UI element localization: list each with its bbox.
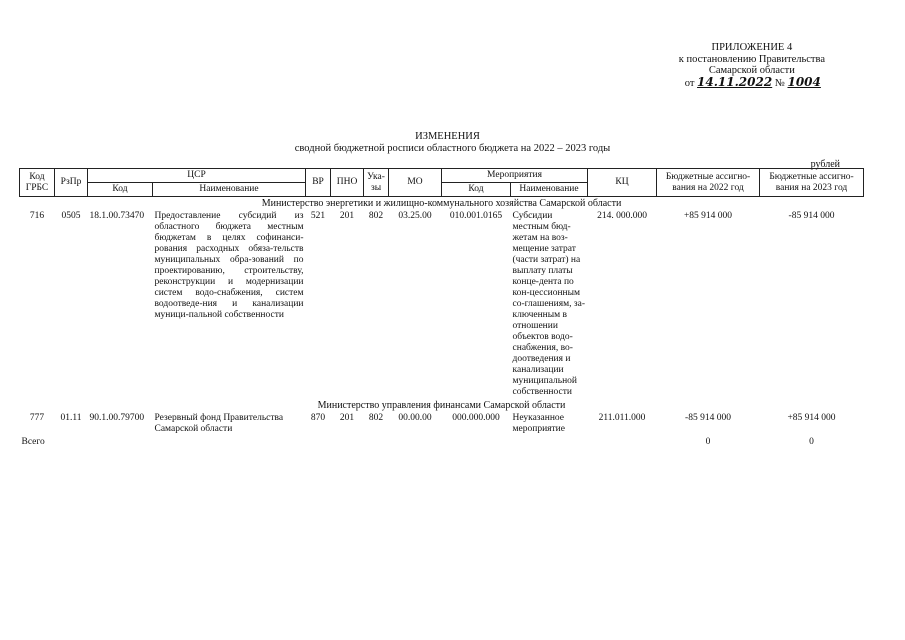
annex-line-1: к постановлению Правительства — [678, 53, 825, 65]
cell-rzpr: 0505 — [61, 211, 81, 221]
table-header — [20, 169, 864, 197]
header-measures: Мероприятия — [442, 169, 588, 183]
annex-title: ПРИЛОЖЕНИЕ 4 — [711, 42, 793, 53]
header-grbs: Код ГРБС — [20, 169, 55, 197]
cell-vr: 521 — [310, 211, 326, 221]
header-csr-name: Наименование — [153, 183, 306, 197]
header-alloc-2023: Бюджетные ассигно-вания на 2023 год — [760, 169, 864, 197]
annex-block — [679, 42, 825, 89]
currency-unit: рублей — [810, 159, 840, 170]
cell-grbs: 716 — [29, 211, 45, 221]
cell-measure-code: 010.001.0165 — [449, 211, 503, 221]
document-title: ИЗМЕНЕНИЯ — [415, 131, 480, 142]
cell-mo: 00.00.00 — [398, 413, 432, 423]
ministry-row — [20, 399, 864, 412]
cell-alloc-2022: +85 914 000 — [683, 211, 733, 221]
cell-vr: 870 — [310, 413, 326, 423]
cell-csr-code: 18.1.00.73470 — [89, 211, 145, 221]
header-kc: КЦ — [588, 169, 657, 197]
header-mo: МО — [389, 169, 442, 197]
document-subtitle: сводной бюджетной росписи областного бюджета на 2022 – 2023 годы — [294, 143, 611, 154]
total-alloc-2022: 0 — [705, 437, 711, 447]
handwritten-number: 1004 — [787, 74, 821, 89]
cell-measure-name: Неуказанное мероприятие — [512, 413, 565, 434]
cell-measure-code: 000.000.000 — [452, 413, 500, 423]
handwritten-date: 14.11.2022 — [697, 74, 773, 89]
total-row — [20, 436, 864, 449]
cell-kc: 211.011.000 — [598, 413, 646, 423]
header-measures-name: Наименование — [511, 183, 588, 197]
cell-alloc-2023: +85 914 000 — [787, 413, 836, 423]
total-label: Всего — [21, 437, 45, 447]
ministry-name: Министерство энергетики и жилищно-коммунального хозяйства Самарской области — [261, 198, 622, 209]
header-pno: ПНО — [331, 169, 364, 197]
table-row — [20, 210, 864, 399]
cell-grbs: 777 — [29, 413, 45, 423]
cell-mo: 03.25.00 — [398, 211, 432, 221]
ministry-name: Министерство управления финансами Самарской области — [317, 400, 566, 411]
cell-ukazy: 802 — [368, 413, 384, 423]
cell-alloc-2023: -85 914 000 — [788, 211, 835, 221]
cell-alloc-2022: -85 914 000 — [685, 413, 731, 423]
cell-csr-code: 90.1.00.79700 — [89, 413, 145, 423]
date-prefix: от — [684, 77, 695, 89]
total-alloc-2023: 0 — [809, 437, 814, 447]
header-csr-code: Код — [88, 183, 153, 197]
header-alloc-2022: Бюджетные ассигно-вания на 2022 год — [657, 169, 760, 197]
cell-pno: 201 — [339, 211, 355, 221]
header-rzpr: РзПр — [55, 169, 88, 197]
header-csr: ЦСР — [88, 169, 306, 183]
number-prefix: № — [774, 77, 785, 89]
cell-ukazy: 802 — [368, 211, 384, 221]
cell-csr-name: Резервный фонд Правительства Самарской области — [154, 413, 284, 434]
annex-date-line — [684, 74, 825, 90]
header-vr: ВР — [306, 169, 331, 197]
header-ukazy: Ука-зы — [364, 169, 389, 197]
ministry-row — [20, 197, 864, 211]
cell-csr-name: Предоставление субсидий из областного бюджета местным бюджетам в целях софинанси-рования расходных обяза-тельств муниципальных обра-зований по проектированию, строительству, реконструкции и модернизации систем водо-снабжения, систем водоотведе-ния и канализации муници-пальной собственности — [154, 211, 304, 320]
cell-kc: 214. 000.000 — [597, 211, 647, 221]
table-row — [20, 412, 864, 436]
cell-rzpr: 01.11 — [60, 413, 82, 423]
document-title-block — [0, 131, 905, 155]
annex-line-2: Самарской области — [708, 65, 795, 76]
header-measures-code: Код — [442, 183, 511, 197]
cell-measure-name: Субсидии местным бюд-жетам на воз-мещение затрат (части затрат) на выплату платы конце-дента по кон-цессионным со-глашениям, за-ключенным в отношении объектов водо-снабжения, во-доотведения и канализации муниципальной собственности — [512, 211, 585, 397]
budget-changes-table — [19, 168, 864, 449]
cell-pno: 201 — [339, 413, 355, 423]
